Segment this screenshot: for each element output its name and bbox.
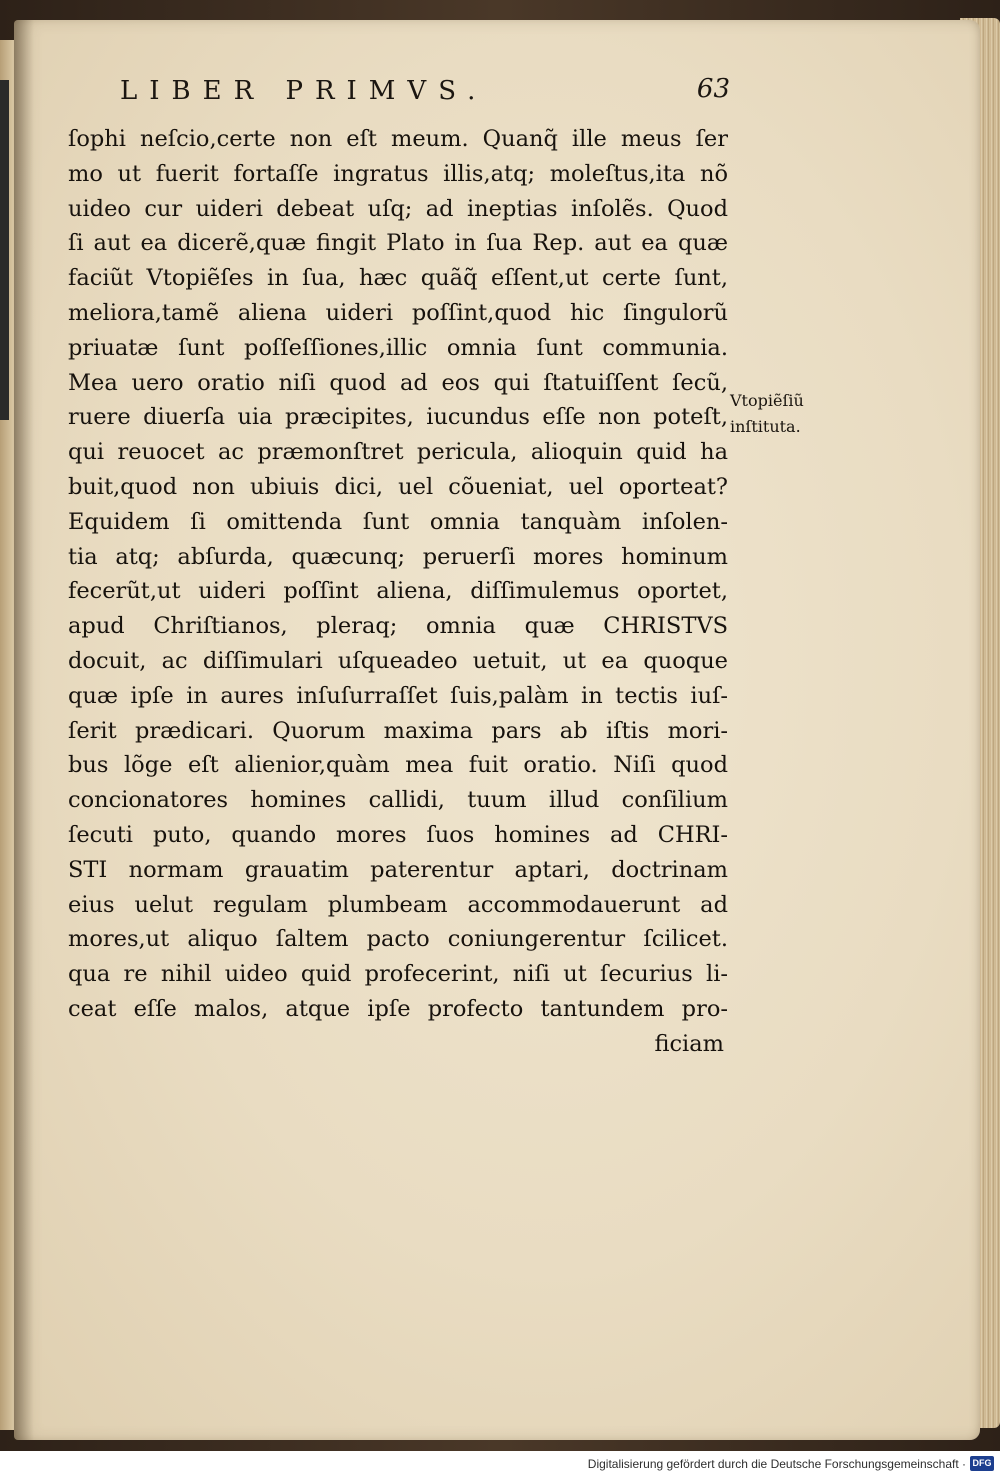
running-title: LIBER PRIMVS. — [120, 76, 488, 106]
dfg-logo: DFG — [970, 1456, 994, 1471]
text-line: concionatores homines callidi, tuum illud conſilium — [68, 787, 728, 814]
text-line: buit,quod non ubiuis dici, uel cõueniat, uel oporteat? — [68, 473, 728, 500]
text-line: fecerũt,ut uideri poſſint aliena, diſſimulemus oportet, — [68, 578, 728, 605]
marginal-note-line: Vtopiẽſiũ — [730, 391, 804, 410]
text-line: faciũt Vtopiẽſes in ſua, hæc quãq̃ eſſent,ut certe ſunt, — [68, 265, 728, 292]
text-line: mo ut fuerit fortaſſe ingratus illis,atq; moleſtus,ita nõ — [68, 160, 728, 187]
marginal-note — [730, 388, 840, 440]
text-line: tia atq; abſurda, quæcunq; peruerſi mores hominum — [68, 543, 728, 570]
page-gutter-shadow — [14, 20, 34, 1440]
text-line: docuit, ac diſſimulari uſqueadeo uetuit, ut ea quoque — [68, 647, 728, 674]
body-text — [68, 122, 728, 1062]
text-line: Equidem ſi omittenda ſunt omnia tanquàm inſolen- — [68, 508, 728, 535]
text-line: qui reuocet ac præmonſtret pericula, alioquin quid ha — [68, 439, 728, 466]
marginal-note-line: inſtituta. — [730, 417, 801, 436]
text-line: meliora,tamẽ aliena uideri poſſint,quod hic ſingulorũ — [68, 299, 728, 326]
text-line: mores,ut aliquo ſaltem pacto coniungerentur ſcilicet. — [68, 926, 728, 953]
text-line: eius uelut regulam plumbeam accommodauerunt ad — [68, 891, 728, 918]
catchword: ficiam — [654, 1030, 724, 1057]
text-line: ruere diuerſa uia præcipites, iucundus eſſe non poteſt, — [68, 404, 728, 431]
text-line: ſi aut ea dicerẽ,quæ fingit Plato in ſua Rep. aut ea quæ — [68, 230, 728, 257]
text-line: quæ ipſe in aures inſuſurraſſet ſuis,palàm in tectis iuſ- — [68, 682, 728, 709]
text-line: qua re nihil uideo quid profecerint, niſi ut ſecurius li- — [68, 961, 728, 988]
text-line: ſecuti puto, quando mores ſuos homines ad CHRI- — [68, 821, 728, 848]
text-line: uideo cur uideri debeat uſq; ad ineptias inſolẽs. Quod — [68, 195, 728, 222]
text-line: ſerit prædicari. Quorum maxima pars ab iſtis mori- — [68, 717, 728, 744]
digitization-footer — [0, 1451, 1000, 1477]
text-line: apud Chriſtianos, pleraq; omnia quæ CHRISTVS — [68, 613, 728, 640]
binding-strip — [0, 80, 9, 420]
text-line: STI normam grauatim paterentur aptari, doctrinam — [68, 856, 728, 883]
running-head — [120, 76, 730, 120]
text-line: ceat eſſe malos, atque ipſe profecto tantundem pro- — [68, 995, 728, 1022]
footer-credit: Digitalisierung gefördert durch die Deutsche Forschungsgemeinschaft · — [587, 1457, 966, 1471]
text-line: priuatæ ſunt poſſeſſiones,illic omnia ſunt communia. — [68, 334, 728, 361]
text-line: ſophi neſcio,certe non eſt meum. Quanq̃ ille meus ſer — [68, 126, 728, 152]
text-line: bus lõge eſt alienior,quàm mea fuit oratio. Niſi quod — [68, 752, 728, 779]
text-line: Mea uero oratio niſi quod ad eos qui ſtatuiſſent ſecũ, — [68, 369, 728, 396]
page-number: 63 — [696, 74, 730, 104]
